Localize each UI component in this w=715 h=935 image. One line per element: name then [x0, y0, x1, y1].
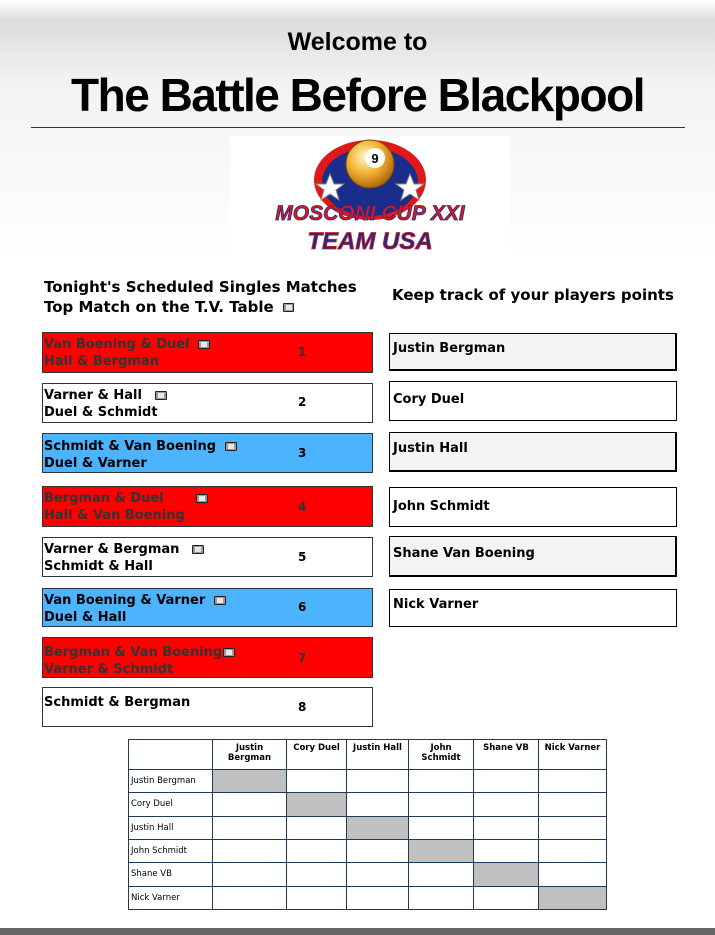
match-box-8: [42, 687, 373, 727]
schedule-heading-line1: Tonight's Scheduled Singles Matches: [44, 278, 357, 296]
match-box-6: [42, 588, 373, 627]
page-title: The Battle Before Blackpool: [71, 69, 644, 121]
tv-icon: [225, 442, 237, 451]
tv-icon: [192, 545, 204, 554]
player-points-box[interactable]: Cory Duel: [389, 381, 677, 421]
mosconi-cup-logo-art: [230, 136, 510, 264]
title-divider: [31, 127, 685, 128]
grid-cell-blocked: [539, 886, 607, 909]
match-2-line1: [44, 387, 167, 404]
match-3-line2: Duel & Varner: [44, 456, 147, 471]
grid-cell[interactable]: [347, 839, 409, 862]
match-box-2: [42, 383, 373, 423]
match-7-line1: [44, 644, 235, 661]
grid-cell[interactable]: [409, 863, 474, 886]
player-points-box[interactable]: Justin Hall: [389, 432, 677, 472]
welcome-text: Welcome to: [287, 28, 428, 56]
tv-icon: [214, 596, 226, 605]
grid-cell[interactable]: [474, 816, 539, 839]
grid-cell-blocked: [409, 839, 474, 862]
grid-cell-blocked: [474, 863, 539, 886]
match-1-number: 1: [298, 345, 307, 359]
match-1-line1-text: Van Boening & Duel: [44, 337, 190, 352]
mosconi-cup-logo: [230, 136, 510, 264]
grid-cell[interactable]: [409, 793, 474, 816]
grid-cell[interactable]: [213, 816, 287, 839]
tv-icon: [196, 494, 208, 503]
player-points-box[interactable]: Shane Van Boening: [389, 536, 677, 577]
match-3-number: 3: [298, 446, 307, 460]
match-box-4: [42, 486, 373, 527]
grid-column-header: John Schmidt: [409, 740, 474, 770]
match-3-line1-text: Schmidt & Van Boening: [44, 439, 217, 454]
grid-cell[interactable]: [287, 816, 347, 839]
grid-cell[interactable]: [213, 863, 287, 886]
match-5-line1: [44, 541, 204, 558]
grid-row: [129, 770, 607, 793]
match-box-5: [42, 537, 373, 577]
match-7-number: 7: [298, 651, 307, 665]
grid-row-label: Justin Bergman: [129, 770, 213, 793]
grid-header-row: [129, 740, 607, 770]
grid-row-label: Shane VB: [129, 863, 213, 886]
grid-cell[interactable]: [213, 886, 287, 909]
grid-row-label: Justin Hall: [129, 816, 213, 839]
grid-row: [129, 886, 607, 909]
grid-cell[interactable]: [539, 770, 607, 793]
grid-column-header: Justin Hall: [347, 740, 409, 770]
match-6-line1-text: Van Boening & Varner: [44, 593, 206, 608]
match-7-line1-text: Bergman & Van Boening: [44, 645, 223, 660]
grid-cell[interactable]: [474, 886, 539, 909]
grid-cell[interactable]: [539, 863, 607, 886]
grid-row-label: John Schmidt: [129, 839, 213, 862]
grid-column-header: Justin Bergman: [213, 740, 287, 770]
grid-column-header: Nick Varner: [539, 740, 607, 770]
grid-cell-blocked: [287, 793, 347, 816]
grid-cell[interactable]: [409, 770, 474, 793]
logo-line1: MOSCONI CUP XXI: [275, 202, 465, 225]
schedule-heading-line2: [44, 297, 357, 317]
points-heading: Keep track of your players points: [392, 286, 674, 304]
match-4-line1: [44, 490, 208, 507]
grid-cell[interactable]: [409, 886, 474, 909]
grid-column-header: Cory Duel: [287, 740, 347, 770]
grid-cell[interactable]: [213, 793, 287, 816]
grid-cell[interactable]: [287, 770, 347, 793]
match-4-line1-text: Bergman & Duel: [44, 491, 164, 506]
head-to-head-grid: [128, 739, 606, 910]
grid-corner-cell: [129, 740, 213, 770]
grid-column-header: Shane VB: [474, 740, 539, 770]
grid-cell[interactable]: [213, 839, 287, 862]
grid-cell[interactable]: [409, 816, 474, 839]
match-8-line1: Schmidt & Bergman: [44, 695, 191, 710]
match-box-3: [42, 433, 373, 473]
grid-cell[interactable]: [347, 793, 409, 816]
grid-cell[interactable]: [474, 839, 539, 862]
grid-cell[interactable]: [539, 793, 607, 816]
match-5-line1-text: Varner & Bergman: [44, 542, 180, 557]
tv-icon: [198, 340, 210, 349]
grid-row-label: Nick Varner: [129, 886, 213, 909]
grid-cell-blocked: [213, 770, 287, 793]
logo-line2: TEAM USA: [307, 228, 433, 255]
match-box-1: [42, 332, 373, 373]
tv-icon: [155, 391, 167, 400]
grid-row: [129, 863, 607, 886]
match-box-7: [42, 637, 373, 678]
match-6-line1: [44, 592, 226, 609]
head-to-head-table: [128, 739, 607, 910]
grid-cell[interactable]: [287, 839, 347, 862]
grid-cell[interactable]: [539, 839, 607, 862]
match-7-line2: Varner & Schmidt: [44, 662, 174, 677]
match-2-line2: Duel & Schmidt: [44, 405, 158, 420]
player-points-box[interactable]: Nick Varner: [389, 589, 677, 627]
match-6-number: 6: [298, 600, 307, 614]
grid-cell-blocked: [347, 816, 409, 839]
match-1-line1: [44, 336, 210, 353]
grid-cell[interactable]: [347, 886, 409, 909]
tv-icon: [283, 303, 294, 312]
match-5-line2: Schmidt & Hall: [44, 559, 153, 574]
grid-cell[interactable]: [474, 793, 539, 816]
match-4-line2: Hall & Van Boening: [44, 508, 185, 523]
match-6-line2: Duel & Hall: [44, 610, 127, 625]
match-2-line1-text: Varner & Hall: [44, 388, 142, 403]
match-4-number: 4: [298, 500, 307, 514]
match-8-number: 8: [298, 700, 307, 714]
match-5-number: 5: [298, 550, 307, 564]
player-points-box[interactable]: Justin Bergman: [389, 333, 677, 371]
grid-cell[interactable]: [287, 886, 347, 909]
grid-row: [129, 816, 607, 839]
grid-cell[interactable]: [287, 863, 347, 886]
bottom-border: [0, 928, 715, 935]
grid-row-label: Cory Duel: [129, 793, 213, 816]
match-3-line1: [44, 438, 237, 455]
grid-cell[interactable]: [474, 770, 539, 793]
schedule-heading-line2-text: Top Match on the T.V. Table: [44, 298, 274, 316]
grid-row: [129, 793, 607, 816]
grid-cell[interactable]: [347, 863, 409, 886]
grid-row: [129, 839, 607, 862]
match-1-line2: Hall & Bergman: [44, 354, 159, 369]
ball-number: 9: [371, 151, 379, 166]
grid-cell[interactable]: [539, 816, 607, 839]
player-points-box[interactable]: John Schmidt: [389, 487, 677, 527]
grid-cell[interactable]: [347, 770, 409, 793]
schedule-heading: [44, 277, 357, 317]
match-2-number: 2: [298, 395, 307, 409]
tv-icon: [223, 648, 235, 657]
